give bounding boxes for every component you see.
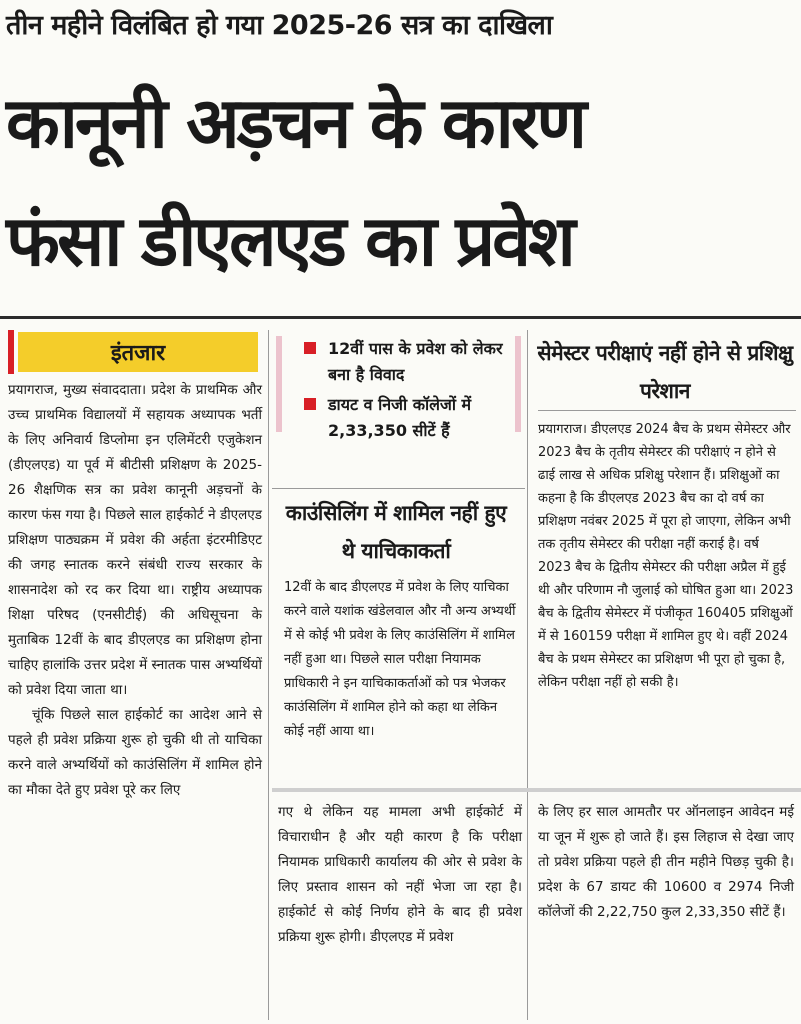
kicker-headline: तीन महीने विलंबित हो गया 2025-26 सत्र का दाखिला xyxy=(6,10,553,41)
box-heading-middle: काउंसिलिंग में शामिल नहीं हुए थे याचिकाकर्ता xyxy=(285,501,507,563)
headline-rule xyxy=(0,316,801,319)
box-heading-right: सेमेस्टर परीक्षाएं नहीं होने से प्रशिक्षु परेशान xyxy=(537,341,793,403)
bullet-square-icon xyxy=(304,342,316,354)
box-body-right: प्रयागराज। डीएलएड 2024 बैच के प्रथम सेमेस्टर और 2023 बैच के तृतीय सेमेस्टर की परीक्षाएं न होने से ढाई लाख से अधिक प्रशिक्षु परेशान हैं। प्रशिक्षुओं का कहना है कि डीएलएड 2023 बैच का दो वर्ष का प्रशिक्षण नवंबर 2025 में पूरा हो जाएगा, लेकिन अभी तक तृतीय सेमेस्टर की परीक्षा नहीं कराई है। वर्ष 2023 बैच के द्वितीय सेमेस्टर की परीक्षा अप्रैल में हुई थी और परिणाम नौ जुलाई को घोषित हुआ था। 2023 बैच के द्वितीय सेमेस्टर में पंजीकृत 160405 प्रशिक्षुओं में से 160159 परीक्षा में शामिल हुए थे। वहीं 2024 बैच के प्रथम सेमेस्टर का प्रशिक्षण भी पूरा हो चुका है, लेकिन परीक्षा नहीं हो सकी है। xyxy=(538,422,794,690)
highlight-accent-bar-right xyxy=(515,336,521,432)
headline-line-2: फंसा डीएलएड का प्रवेश xyxy=(6,200,573,282)
bullet-square-icon xyxy=(304,398,316,410)
highlight-item: 12वीं पास के प्रवेश को लेकर बना है विवाद xyxy=(300,336,510,388)
headline-line-1: कानूनी अड़चन के कारण xyxy=(6,82,584,164)
box-bottom-strip xyxy=(272,788,801,792)
highlight-accent-bar-left xyxy=(276,336,282,432)
column-divider-2 xyxy=(527,330,528,1020)
article-paragraph-2: चूंकि पिछले साल हाईकोर्ट का आदेश आने से पहले ही प्रवेश प्रक्रिया शुरू हो चुकी थी तो याचिका करने वाले अभ्यर्थियों को काउंसिलिंग में शामिल होने का मौका देते हुए प्रवेश पूरे कर लिए xyxy=(8,707,262,798)
article-column-3-continued: के लिए हर साल आमतौर पर ऑनलाइन आवेदन मई या जून में शुरू हो जाते हैं। इस लिहाज से देखा जाए तो प्रवेश प्रक्रिया पहले ही तीन महीने पिछड़ चुकी है। प्रदेश के 67 डायट की 10600 व 2974 निजी कॉलेजों की 2,22,750 कुल 2,33,350 सीटें हैं। xyxy=(538,804,794,920)
tag-label: इंतजार xyxy=(18,332,258,372)
article-column-1 xyxy=(8,378,262,803)
article-column-2-continued: गए थे लेकिन यह मामला अभी हाईकोर्ट में विचाराधीन है और यही कारण है कि परीक्षा नियामक प्राधिकारी कार्यालय की ओर से प्रवेश के लिए प्रस्ताव शासन को नहीं भेजा जा रहा है। हाईकोर्ट से कोई निर्णय होने के बाद ही प्रवेश प्रक्रिया शुरू होगी। डीएलएड में प्रवेश xyxy=(278,804,522,945)
box-heading-rule xyxy=(538,410,796,411)
article-paragraph-1: प्रयागराज, मुख्य संवाददाता। प्रदेश के प्राथमिक और उच्च प्राथमिक विद्यालयों में सहायक अध्यापक भर्ती के लिए अनिवार्य डिप्लोमा इन एलिमेंटरी एजुकेशन (डीएलएड) या पूर्व में बीटीसी प्रशिक्षण के 2025-26 शैक्षणिक सत्र का प्रवेश कानूनी अड़चनों के कारण फंस गया है। पिछले साल हाईकोर्ट ने डीएलएड प्रशिक्षण पाठ्यक्रम में प्रवेश की अर्हता इंटरमीडिएट की जगह स्नातक करने संबंधी राज्य सरकार के शासनादेश को रद कर दिया था। राष्ट्रीय अध्यापक शिक्षा परिषद (एनसीटीई) की अधिसूचना के मुताबिक 12वीं के बाद डीएलएड का प्रशिक्षण होना चाहिए हालांकि उत्तर प्रदेश में स्नातक पास अभ्यर्थियों को प्रवेश दिया जाता था। xyxy=(8,382,262,698)
highlight-item: डायट व निजी कॉलेजों में 2,33,350 सीटें हैं xyxy=(300,392,510,444)
highlights-box xyxy=(300,336,510,448)
section-tag xyxy=(8,330,258,374)
box-body-middle: 12वीं के बाद डीएलएड में प्रवेश के लिए याचिका करने वाले यशांक खंडेलवाल और नौ अन्य अभ्यर्थी में से कोई भी प्रवेश के लिए काउंसिलिंग में शामिल नहीं हुआ था। पिछले साल परीक्षा नियामक प्राधिकारी ने इन याचिकाकर्ताओं को पत्र भेजकर काउंसिलिंग में शामिल होने को कहा था लेकिन कोई नहीं आया था। xyxy=(284,580,516,739)
tag-accent-bar xyxy=(8,330,14,374)
column-divider-1 xyxy=(268,330,269,1020)
box-divider xyxy=(272,488,525,489)
